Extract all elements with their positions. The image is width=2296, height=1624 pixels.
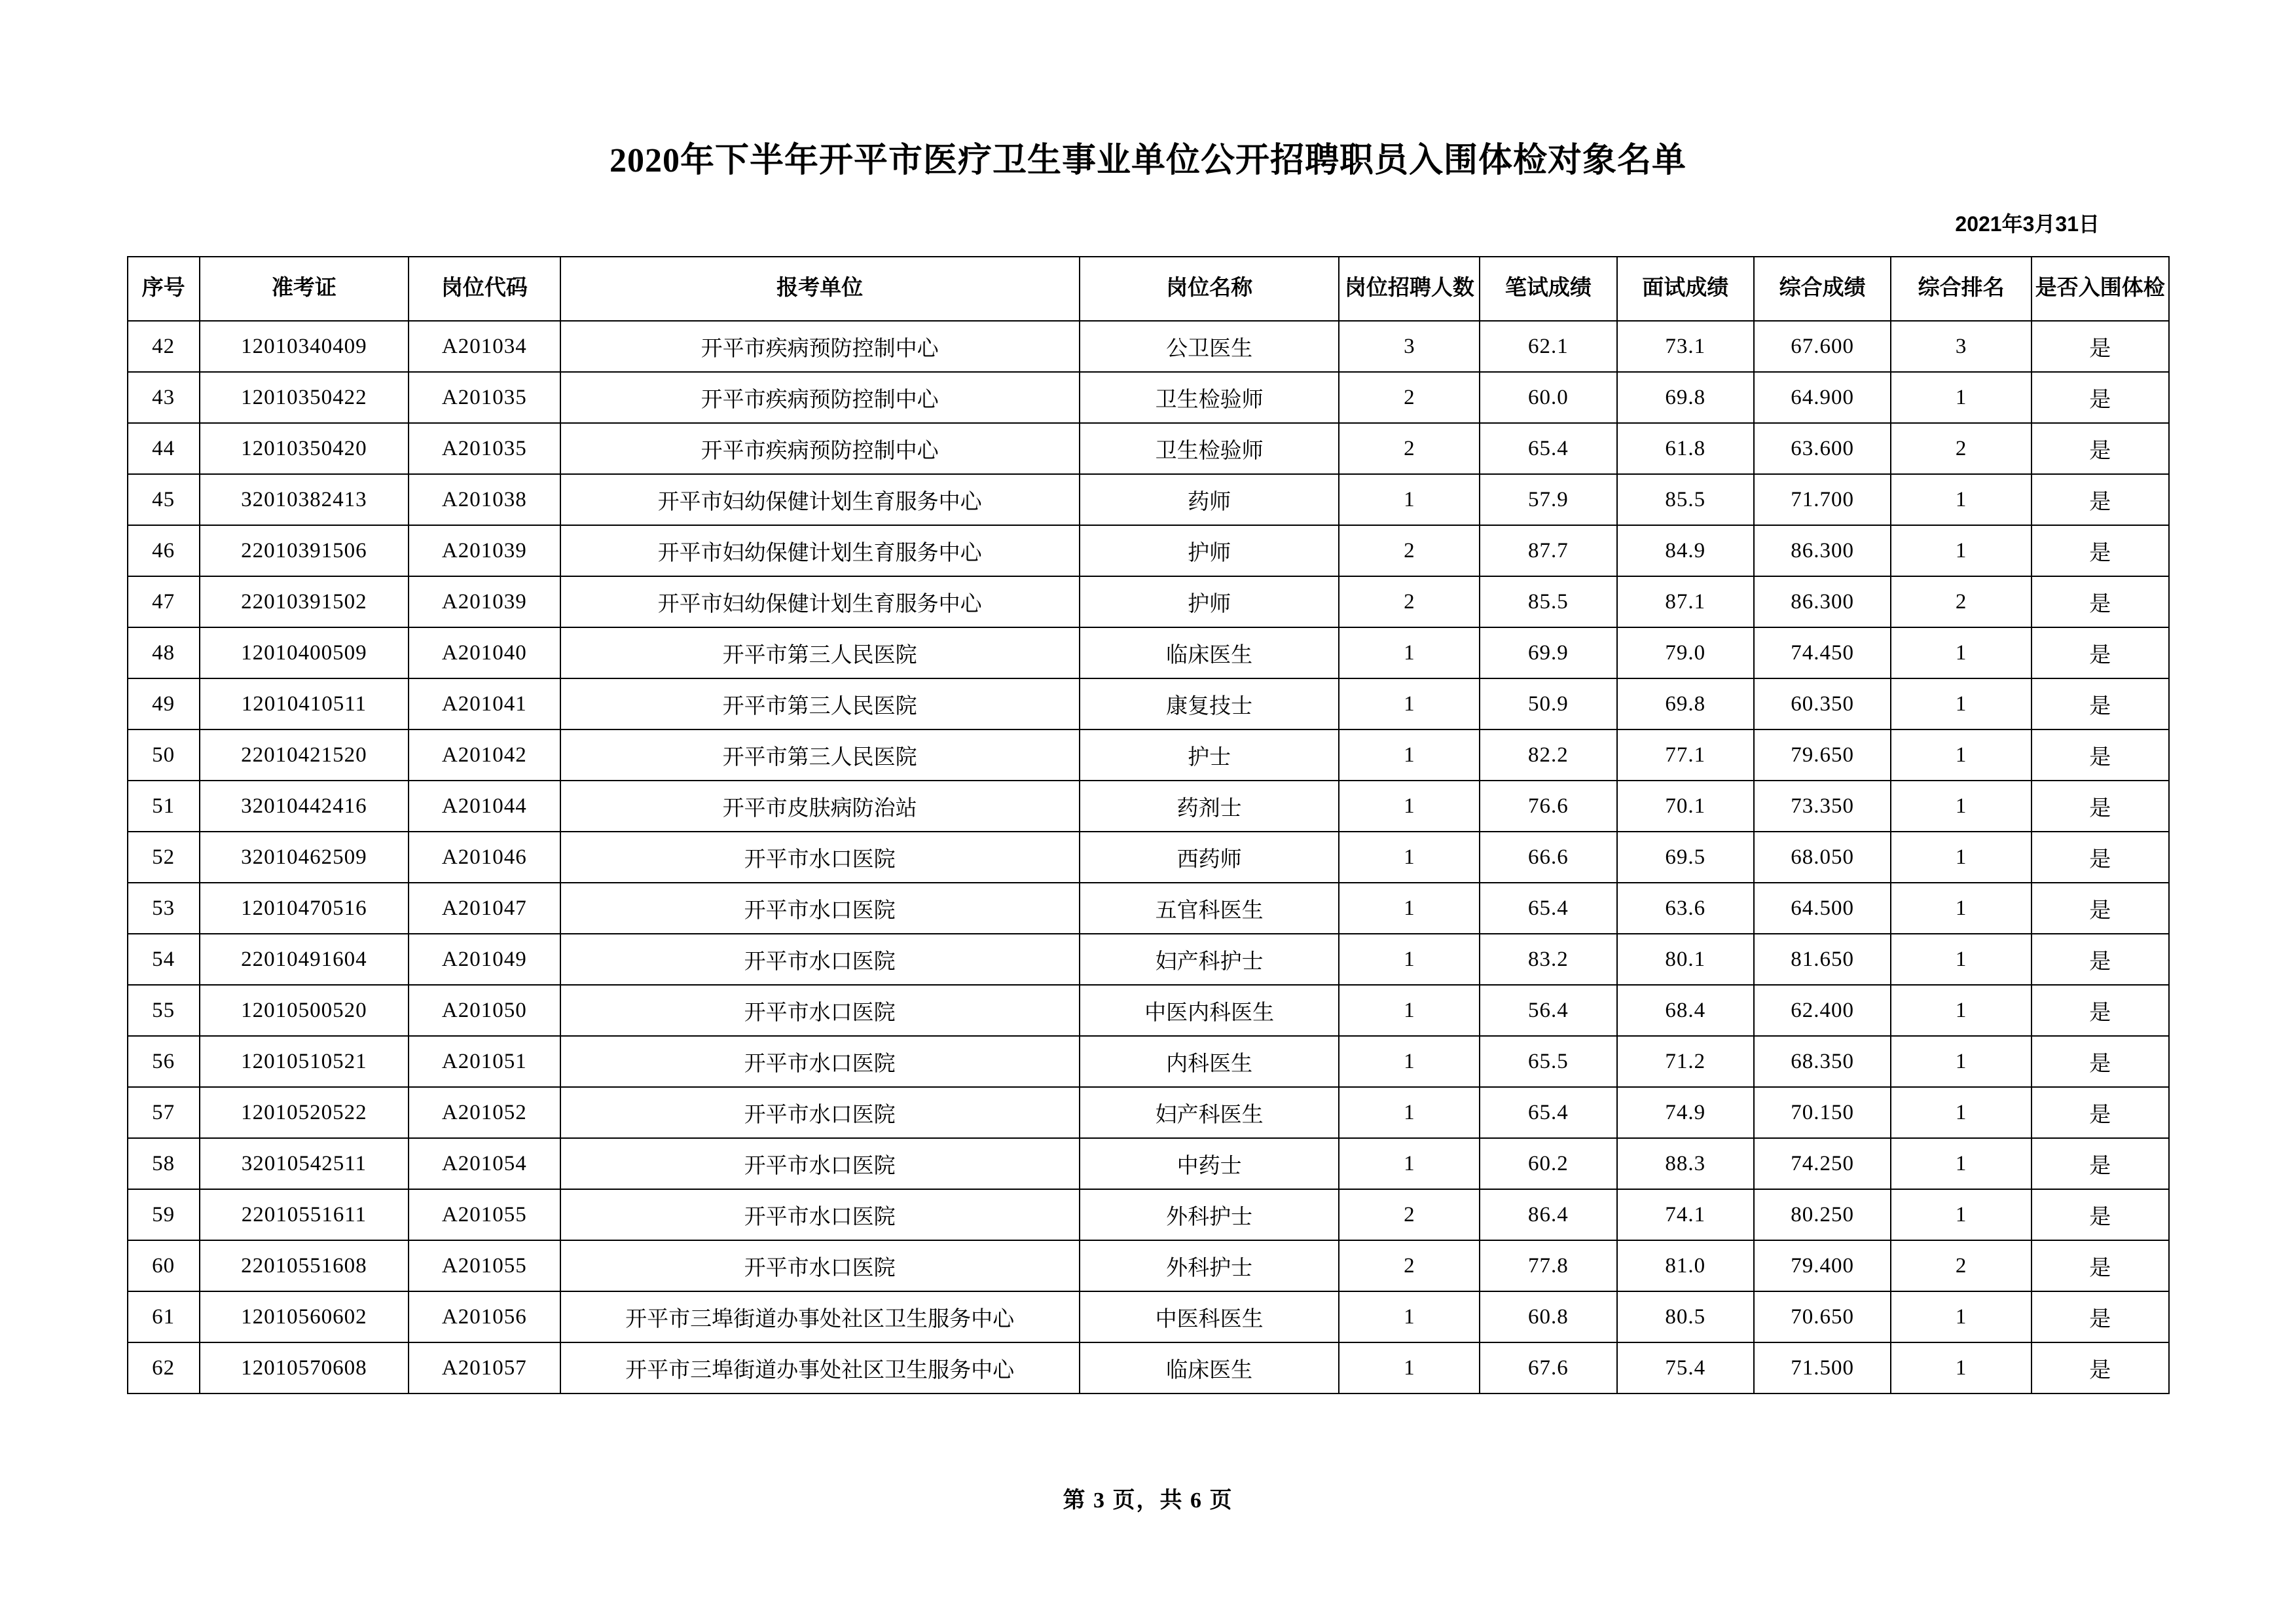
cell-pass-medical: 是 — [2032, 1240, 2168, 1291]
cell-overall-rank: 1 — [1891, 985, 2032, 1036]
cell-recruit-count: 1 — [1339, 627, 1480, 678]
cell-pass-medical: 是 — [2032, 474, 2168, 525]
cell-interview-score: 74.9 — [1617, 1087, 1754, 1138]
cell-ticket: 32010462509 — [200, 832, 409, 883]
cell-post-code: A201049 — [409, 934, 560, 985]
cell-total-score: 62.400 — [1754, 985, 1891, 1036]
cell-written-score: 60.8 — [1480, 1291, 1616, 1342]
cell-post-code: A201041 — [409, 678, 560, 729]
cell-pass-medical: 是 — [2032, 832, 2168, 883]
cell-written-score: 60.2 — [1480, 1138, 1616, 1189]
cell-recruit-count: 2 — [1339, 423, 1480, 474]
cell-unit: 开平市水口医院 — [560, 1036, 1080, 1087]
cell-ticket: 22010491604 — [200, 934, 409, 985]
cell-index: 48 — [128, 627, 200, 678]
cell-post-code: A201040 — [409, 627, 560, 678]
cell-overall-rank: 2 — [1891, 423, 2032, 474]
cell-index: 46 — [128, 525, 200, 576]
cell-post-code: A201055 — [409, 1189, 560, 1240]
cell-pass-medical: 是 — [2032, 576, 2168, 627]
cell-unit: 开平市水口医院 — [560, 1087, 1080, 1138]
table-row — [128, 1138, 2169, 1189]
cell-post-name: 卫生检验师 — [1080, 423, 1339, 474]
cell-recruit-count: 2 — [1339, 372, 1480, 423]
cell-written-score: 69.9 — [1480, 627, 1616, 678]
cell-interview-score: 69.8 — [1617, 678, 1754, 729]
cell-unit: 开平市水口医院 — [560, 985, 1080, 1036]
cell-total-score: 64.500 — [1754, 883, 1891, 934]
cell-ticket: 22010391502 — [200, 576, 409, 627]
column-header-index: 序号 — [128, 257, 200, 321]
column-header-post-name: 岗位名称 — [1080, 257, 1339, 321]
cell-interview-score: 81.0 — [1617, 1240, 1754, 1291]
document-date: 2021年3月31日 — [1955, 212, 2100, 236]
cell-recruit-count: 1 — [1339, 985, 1480, 1036]
cell-post-code: A201057 — [409, 1342, 560, 1393]
cell-post-code: A201046 — [409, 832, 560, 883]
cell-post-code: A201042 — [409, 729, 560, 781]
cell-post-code: A201050 — [409, 985, 560, 1036]
cell-recruit-count: 1 — [1339, 678, 1480, 729]
cell-index: 57 — [128, 1087, 200, 1138]
cell-overall-rank: 1 — [1891, 1087, 2032, 1138]
cell-post-code: A201047 — [409, 883, 560, 934]
table-row — [128, 1342, 2169, 1393]
cell-pass-medical: 是 — [2032, 678, 2168, 729]
cell-post-code: A201039 — [409, 576, 560, 627]
cell-overall-rank: 1 — [1891, 729, 2032, 781]
cell-unit: 开平市水口医院 — [560, 883, 1080, 934]
cell-pass-medical: 是 — [2032, 321, 2168, 372]
cell-post-code: A201034 — [409, 321, 560, 372]
cell-unit: 开平市水口医院 — [560, 1240, 1080, 1291]
cell-post-code: A201054 — [409, 1138, 560, 1189]
cell-index: 56 — [128, 1036, 200, 1087]
cell-ticket: 12010560602 — [200, 1291, 409, 1342]
cell-interview-score: 77.1 — [1617, 729, 1754, 781]
table-row — [128, 423, 2169, 474]
cell-interview-score: 88.3 — [1617, 1138, 1754, 1189]
cell-unit: 开平市疾病预防控制中心 — [560, 372, 1080, 423]
cell-written-score: 65.4 — [1480, 1087, 1616, 1138]
cell-ticket: 12010570608 — [200, 1342, 409, 1393]
cell-total-score: 81.650 — [1754, 934, 1891, 985]
cell-recruit-count: 1 — [1339, 1087, 1480, 1138]
cell-total-score: 74.450 — [1754, 627, 1891, 678]
cell-unit: 开平市皮肤病防治站 — [560, 781, 1080, 832]
cell-total-score: 79.650 — [1754, 729, 1891, 781]
cell-recruit-count: 1 — [1339, 1291, 1480, 1342]
cell-written-score: 57.9 — [1480, 474, 1616, 525]
cell-unit: 开平市妇幼保健计划生育服务中心 — [560, 576, 1080, 627]
cell-written-score: 67.6 — [1480, 1342, 1616, 1393]
cell-written-score: 87.7 — [1480, 525, 1616, 576]
cell-interview-score: 74.1 — [1617, 1189, 1754, 1240]
cell-overall-rank: 2 — [1891, 576, 2032, 627]
cell-interview-score: 73.1 — [1617, 321, 1754, 372]
cell-post-name: 五官科医生 — [1080, 883, 1339, 934]
cell-interview-score: 80.1 — [1617, 934, 1754, 985]
cell-overall-rank: 1 — [1891, 934, 2032, 985]
cell-written-score: 56.4 — [1480, 985, 1616, 1036]
cell-total-score: 80.250 — [1754, 1189, 1891, 1240]
cell-post-name: 护士 — [1080, 729, 1339, 781]
table-header — [128, 257, 2169, 321]
cell-pass-medical: 是 — [2032, 985, 2168, 1036]
cell-total-score: 79.400 — [1754, 1240, 1891, 1291]
cell-pass-medical: 是 — [2032, 1291, 2168, 1342]
cell-index: 60 — [128, 1240, 200, 1291]
table-row — [128, 934, 2169, 985]
cell-total-score: 86.300 — [1754, 576, 1891, 627]
cell-unit: 开平市疾病预防控制中心 — [560, 321, 1080, 372]
cell-ticket: 12010500520 — [200, 985, 409, 1036]
cell-recruit-count: 3 — [1339, 321, 1480, 372]
cell-unit: 开平市第三人民医院 — [560, 627, 1080, 678]
cell-total-score: 67.600 — [1754, 321, 1891, 372]
cell-overall-rank: 1 — [1891, 627, 2032, 678]
cell-post-name: 临床医生 — [1080, 1342, 1339, 1393]
cell-overall-rank: 2 — [1891, 1240, 2032, 1291]
cell-index: 62 — [128, 1342, 200, 1393]
cell-ticket: 32010442416 — [200, 781, 409, 832]
cell-overall-rank: 1 — [1891, 883, 2032, 934]
cell-ticket: 32010382413 — [200, 474, 409, 525]
table-row — [128, 1240, 2169, 1291]
cell-total-score: 70.150 — [1754, 1087, 1891, 1138]
cell-recruit-count: 1 — [1339, 781, 1480, 832]
cell-interview-score: 75.4 — [1617, 1342, 1754, 1393]
cell-ticket: 22010551608 — [200, 1240, 409, 1291]
column-header-post-code: 岗位代码 — [409, 257, 560, 321]
cell-index: 55 — [128, 985, 200, 1036]
cell-recruit-count: 2 — [1339, 1189, 1480, 1240]
table-row — [128, 372, 2169, 423]
cell-pass-medical: 是 — [2032, 1138, 2168, 1189]
cell-post-name: 康复技士 — [1080, 678, 1339, 729]
table-header-row — [128, 257, 2169, 321]
column-header-ticket: 准考证 — [200, 257, 409, 321]
cell-ticket: 12010400509 — [200, 627, 409, 678]
cell-ticket: 22010421520 — [200, 729, 409, 781]
cell-post-name: 外科护士 — [1080, 1240, 1339, 1291]
column-header-total-score: 综合成绩 — [1754, 257, 1891, 321]
cell-post-code: A201035 — [409, 372, 560, 423]
cell-post-code: A201044 — [409, 781, 560, 832]
cell-pass-medical: 是 — [2032, 1189, 2168, 1240]
cell-overall-rank: 1 — [1891, 1342, 2032, 1393]
cell-interview-score: 63.6 — [1617, 883, 1754, 934]
column-header-interview-score: 面试成绩 — [1617, 257, 1754, 321]
table-row — [128, 576, 2169, 627]
cell-overall-rank: 1 — [1891, 372, 2032, 423]
cell-written-score: 62.1 — [1480, 321, 1616, 372]
cell-recruit-count: 1 — [1339, 1342, 1480, 1393]
cell-total-score: 73.350 — [1754, 781, 1891, 832]
cell-pass-medical: 是 — [2032, 372, 2168, 423]
cell-overall-rank: 1 — [1891, 525, 2032, 576]
cell-index: 50 — [128, 729, 200, 781]
cell-total-score: 71.500 — [1754, 1342, 1891, 1393]
cell-interview-score: 85.5 — [1617, 474, 1754, 525]
table-row — [128, 1291, 2169, 1342]
cell-post-name: 外科护士 — [1080, 1189, 1339, 1240]
cell-post-name: 卫生检验师 — [1080, 372, 1339, 423]
cell-recruit-count: 1 — [1339, 1036, 1480, 1087]
cell-index: 53 — [128, 883, 200, 934]
cell-ticket: 12010520522 — [200, 1087, 409, 1138]
cell-overall-rank: 1 — [1891, 1189, 2032, 1240]
cell-written-score: 76.6 — [1480, 781, 1616, 832]
cell-index: 49 — [128, 678, 200, 729]
cell-interview-score: 79.0 — [1617, 627, 1754, 678]
cell-ticket: 12010470516 — [200, 883, 409, 934]
cell-post-name: 公卫医生 — [1080, 321, 1339, 372]
cell-post-code: A201051 — [409, 1036, 560, 1087]
cell-index: 42 — [128, 321, 200, 372]
cell-written-score: 77.8 — [1480, 1240, 1616, 1291]
cell-index: 61 — [128, 1291, 200, 1342]
cell-written-score: 65.4 — [1480, 883, 1616, 934]
cell-post-name: 临床医生 — [1080, 627, 1339, 678]
cell-written-score: 65.4 — [1480, 423, 1616, 474]
cell-recruit-count: 1 — [1339, 1138, 1480, 1189]
cell-total-score: 68.050 — [1754, 832, 1891, 883]
cell-index: 54 — [128, 934, 200, 985]
cell-recruit-count: 1 — [1339, 934, 1480, 985]
cell-overall-rank: 1 — [1891, 832, 2032, 883]
cell-overall-rank: 1 — [1891, 1138, 2032, 1189]
page-footer: 第 3 页，共 6 页 — [1063, 1488, 1233, 1513]
cell-post-code: A201056 — [409, 1291, 560, 1342]
cell-written-score: 82.2 — [1480, 729, 1616, 781]
cell-pass-medical: 是 — [2032, 781, 2168, 832]
cell-overall-rank: 1 — [1891, 1291, 2032, 1342]
cell-post-name: 西药师 — [1080, 832, 1339, 883]
roster-table — [127, 256, 2170, 1394]
cell-total-score: 68.350 — [1754, 1036, 1891, 1087]
cell-overall-rank: 3 — [1891, 321, 2032, 372]
cell-recruit-count: 1 — [1339, 883, 1480, 934]
cell-unit: 开平市水口医院 — [560, 934, 1080, 985]
table-row — [128, 1087, 2169, 1138]
cell-written-score: 83.2 — [1480, 934, 1616, 985]
table-row — [128, 627, 2169, 678]
cell-pass-medical: 是 — [2032, 525, 2168, 576]
table-row — [128, 1036, 2169, 1087]
cell-recruit-count: 1 — [1339, 729, 1480, 781]
cell-pass-medical: 是 — [2032, 1342, 2168, 1393]
cell-unit: 开平市妇幼保健计划生育服务中心 — [560, 525, 1080, 576]
cell-ticket: 22010551611 — [200, 1189, 409, 1240]
cell-interview-score: 61.8 — [1617, 423, 1754, 474]
cell-post-code: A201035 — [409, 423, 560, 474]
cell-recruit-count: 2 — [1339, 576, 1480, 627]
cell-written-score: 50.9 — [1480, 678, 1616, 729]
cell-unit: 开平市疾病预防控制中心 — [560, 423, 1080, 474]
cell-post-code: A201038 — [409, 474, 560, 525]
cell-ticket: 12010350422 — [200, 372, 409, 423]
cell-written-score: 86.4 — [1480, 1189, 1616, 1240]
cell-pass-medical: 是 — [2032, 934, 2168, 985]
cell-ticket: 12010350420 — [200, 423, 409, 474]
cell-ticket: 12010340409 — [200, 321, 409, 372]
cell-recruit-count: 1 — [1339, 474, 1480, 525]
column-header-overall-rank: 综合排名 — [1891, 257, 2032, 321]
cell-unit: 开平市水口医院 — [560, 832, 1080, 883]
cell-post-name: 妇产科医生 — [1080, 1087, 1339, 1138]
cell-total-score: 64.900 — [1754, 372, 1891, 423]
cell-written-score: 65.5 — [1480, 1036, 1616, 1087]
table-body — [128, 321, 2169, 1393]
cell-overall-rank: 1 — [1891, 1036, 2032, 1087]
column-header-unit: 报考单位 — [560, 257, 1080, 321]
cell-post-name: 护师 — [1080, 525, 1339, 576]
cell-ticket: 22010391506 — [200, 525, 409, 576]
table-row — [128, 321, 2169, 372]
cell-post-code: A201052 — [409, 1087, 560, 1138]
cell-unit: 开平市三埠街道办事处社区卫生服务中心 — [560, 1291, 1080, 1342]
cell-post-name: 中药士 — [1080, 1138, 1339, 1189]
cell-index: 51 — [128, 781, 200, 832]
cell-overall-rank: 1 — [1891, 678, 2032, 729]
cell-interview-score: 71.2 — [1617, 1036, 1754, 1087]
cell-written-score: 66.6 — [1480, 832, 1616, 883]
cell-interview-score: 87.1 — [1617, 576, 1754, 627]
cell-post-name: 妇产科护士 — [1080, 934, 1339, 985]
cell-recruit-count: 2 — [1339, 1240, 1480, 1291]
cell-recruit-count: 1 — [1339, 832, 1480, 883]
cell-ticket: 32010542511 — [200, 1138, 409, 1189]
cell-total-score: 63.600 — [1754, 423, 1891, 474]
cell-overall-rank: 1 — [1891, 781, 2032, 832]
cell-pass-medical: 是 — [2032, 1036, 2168, 1087]
cell-post-name: 内科医生 — [1080, 1036, 1339, 1087]
cell-index: 47 — [128, 576, 200, 627]
cell-total-score: 70.650 — [1754, 1291, 1891, 1342]
table-row — [128, 781, 2169, 832]
cell-pass-medical: 是 — [2032, 1087, 2168, 1138]
column-header-pass-medical: 是否入围体检 — [2032, 257, 2168, 321]
cell-index: 59 — [128, 1189, 200, 1240]
table-row — [128, 678, 2169, 729]
cell-pass-medical: 是 — [2032, 883, 2168, 934]
cell-pass-medical: 是 — [2032, 627, 2168, 678]
table-row — [128, 1189, 2169, 1240]
table-row — [128, 832, 2169, 883]
cell-total-score: 86.300 — [1754, 525, 1891, 576]
cell-interview-score: 84.9 — [1617, 525, 1754, 576]
cell-index: 45 — [128, 474, 200, 525]
cell-post-name: 中医科医生 — [1080, 1291, 1339, 1342]
table-row — [128, 525, 2169, 576]
cell-interview-score: 70.1 — [1617, 781, 1754, 832]
table-row — [128, 729, 2169, 781]
cell-index: 44 — [128, 423, 200, 474]
table-row — [128, 985, 2169, 1036]
cell-recruit-count: 2 — [1339, 525, 1480, 576]
cell-unit: 开平市第三人民医院 — [560, 678, 1080, 729]
cell-interview-score: 69.8 — [1617, 372, 1754, 423]
cell-ticket: 12010410511 — [200, 678, 409, 729]
cell-unit: 开平市水口医院 — [560, 1189, 1080, 1240]
cell-overall-rank: 1 — [1891, 474, 2032, 525]
page-title: 2020年下半年开平市医疗卫生事业单位公开招聘职员入围体检对象名单 — [609, 142, 1686, 179]
cell-total-score: 60.350 — [1754, 678, 1891, 729]
cell-unit: 开平市水口医院 — [560, 1138, 1080, 1189]
cell-post-name: 护师 — [1080, 576, 1339, 627]
cell-unit: 开平市第三人民医院 — [560, 729, 1080, 781]
cell-total-score: 71.700 — [1754, 474, 1891, 525]
roster-table-container — [127, 256, 2170, 1394]
cell-interview-score: 69.5 — [1617, 832, 1754, 883]
cell-index: 52 — [128, 832, 200, 883]
table-row — [128, 883, 2169, 934]
cell-post-name: 药师 — [1080, 474, 1339, 525]
cell-ticket: 12010510521 — [200, 1036, 409, 1087]
column-header-written-score: 笔试成绩 — [1480, 257, 1616, 321]
cell-pass-medical: 是 — [2032, 729, 2168, 781]
cell-pass-medical: 是 — [2032, 423, 2168, 474]
cell-index: 58 — [128, 1138, 200, 1189]
cell-written-score: 60.0 — [1480, 372, 1616, 423]
cell-unit: 开平市三埠街道办事处社区卫生服务中心 — [560, 1342, 1080, 1393]
cell-interview-score: 80.5 — [1617, 1291, 1754, 1342]
cell-written-score: 85.5 — [1480, 576, 1616, 627]
cell-interview-score: 68.4 — [1617, 985, 1754, 1036]
cell-post-code: A201039 — [409, 525, 560, 576]
cell-index: 43 — [128, 372, 200, 423]
cell-post-name: 中医内科医生 — [1080, 985, 1339, 1036]
cell-unit: 开平市妇幼保健计划生育服务中心 — [560, 474, 1080, 525]
cell-post-code: A201055 — [409, 1240, 560, 1291]
cell-total-score: 74.250 — [1754, 1138, 1891, 1189]
cell-post-name: 药剂士 — [1080, 781, 1339, 832]
table-row — [128, 474, 2169, 525]
column-header-recruit-count: 岗位招聘人数 — [1339, 257, 1480, 321]
